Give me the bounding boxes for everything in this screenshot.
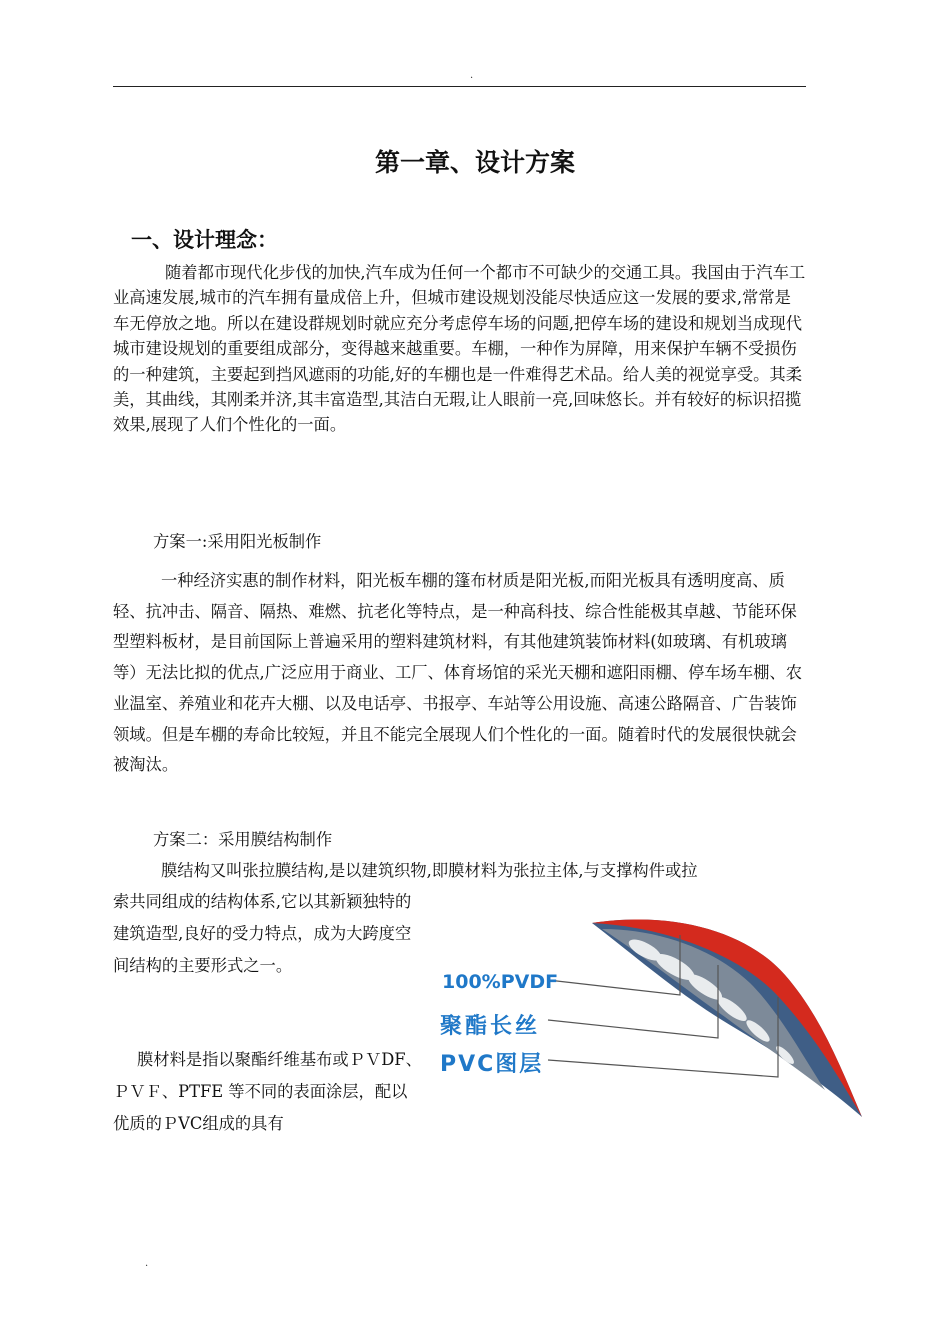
membrane-material-paragraph — [113, 1044, 423, 1140]
paragraph-text: 随着都市现代化步伐的加快,汽车成为任何一个都市不可缺少的交通工具。我国由于汽车工业高速发展,城市的汽车拥有量成倍上升，但城市建设规划没能尽快适应这一发展的要求,常常是车无停放之地。所以在建设群规划时就应充分考虑停车场的问题,把停车场的建设和规划当成现代城市建设规划的重要组成部分，变得越来越重要。车棚，一种作为屏障，用来保护车辆不受损伤的一种建筑，主要起到挡风遮雨的功能,好的车棚也是一件难得艺术品。给人美的视觉享受。其柔美，其曲线，其刚柔并济,其丰富造型,其洁白无瑕,让人眼前一亮,回味悠长。并有较好的标识招揽效果,展现了人们个性化的一面。 — [113, 263, 806, 435]
plan2-text-rest: 索共同组成的结构体系,它以其新颖独特的建筑造型,良好的受力特点，成为大跨度空间结构的主要形式之一。 — [113, 892, 412, 975]
plan2-label: 方案二：采用膜结构制作 — [153, 830, 333, 849]
header-rule — [113, 86, 806, 87]
design-concept-paragraph — [113, 260, 806, 438]
section-heading: 一、设计理念： — [131, 228, 278, 252]
membrane-layer-diagram — [430, 905, 900, 1130]
footer-dot: . — [145, 1258, 149, 1269]
plan1-label: 方案一:采用阳光板制作 — [153, 532, 322, 551]
chapter-title: 第一章、设计方案 — [374, 148, 575, 177]
membrane-text: 膜材料是指以聚酯纤维基布或ＰＶDF、ＰＶＦ、PTFE 等不同的表面涂层，配以优质的ＰVC组成的具有 — [113, 1050, 422, 1133]
plan1-text: 一种经济实惠的制作材料，阳光板车棚的篷布材质是阳光板,而阳光板具有透明度高、质轻、抗冲击、隔音、隔热、难燃、抗老化等特点，是一种高科技、综合性能极其卓越、节能环保型塑料板材，是目前国际上普遍采用的塑料建筑材料，有其他建筑装饰材料(如玻璃、有机玻璃等）无法比拟的优点,广泛应用于商业、工厂、体育场馆的采光天棚和遮阳雨棚、停车场车棚、农业温室、养殖业和花卉大棚、以及电话亭、书报亭、车站等公用设施、高速公路隔音、广告装饰领域。但是车棚的寿命比较短，并且不能完全展现人们个性化的一面。随着时代的发展很快就会被淘汰。 — [113, 571, 802, 775]
plan2-paragraph-rest — [113, 886, 423, 982]
label-pvc-layer: PVC图层 — [440, 1052, 544, 1077]
plan2-text-line1: 膜结构又叫张拉膜结构,是以建筑织物,即膜材料为张拉主体,与支撑构件或拉 — [161, 861, 698, 880]
plan2-paragraph-line1 — [113, 855, 806, 887]
label-pvdf: 100%PVDF — [442, 971, 559, 993]
header-dot: . — [470, 70, 474, 81]
label-polyester-filament: 聚酯长丝 — [440, 1014, 541, 1039]
plan1-paragraph — [113, 566, 806, 781]
